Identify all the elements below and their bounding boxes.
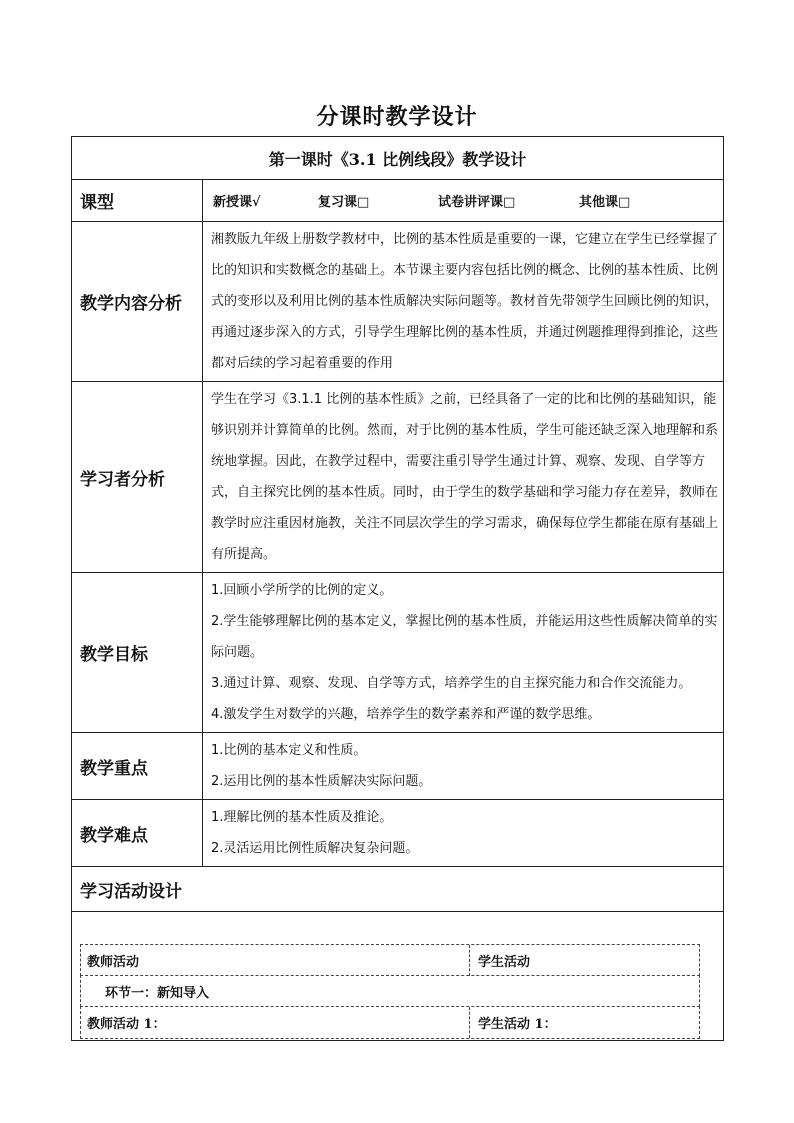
learner-analysis-label: 学习者分析 (72, 382, 203, 573)
activity-header-row (80, 944, 700, 976)
course-type-label: 课型 (72, 180, 203, 222)
section-row (80, 975, 700, 1007)
key-points-label: 教学重点 (72, 733, 203, 800)
difficulty-item: 1.理解比例的基本性质及推论。 (211, 810, 393, 825)
content-analysis-paragraph: 湘教版九年级上册数学教材中，比例的基本性质是重要的一课，它建立在学生已经掌握了比的知识和实数概念的基础上。本节课主要内容包括比例的概念、比例的基本性质、比例式的变形以及利用比例的基本性质解决实际问题等。教材首先带领学生回顾比例的知识，再通过逐步深入的方式，引导学生理解比例的基本性质，并通过例题推理得到推论，这些都对后续的学习起着重要的作用 (211, 232, 719, 371)
content-analysis-text (203, 222, 724, 382)
learner-analysis-text (203, 382, 724, 573)
lesson-title: 第一课时《3.1 比例线段》教学设计 (72, 137, 724, 180)
objective-item: 3.通过计算、观察、发现、自学等方式，培养学生的自主探究能力和合作交流能力。 (211, 676, 692, 691)
activity-design-title: 学习活动设计 (72, 867, 724, 912)
course-type-option: 新授课√ (213, 195, 261, 210)
difficulties-list (203, 800, 724, 867)
section-title: 环节一：新知导入 (105, 986, 210, 1001)
difficulties-label: 教学难点 (72, 800, 203, 867)
key-point-item: 1.比例的基本定义和性质。 (211, 743, 367, 758)
objective-item: 1.回顾小学所学的比例的定义。 (211, 583, 393, 598)
learner-analysis-paragraph: 学生在学习《3.1.1 比例的基本性质》之前，已经具备了一定的比和比例的基础知识，能够识别并计算简单的比例。然而，对于比例的基本性质，学生可能还缺乏深入地理解和系统地掌握。因此，在教学过程中，需要注重引导学生通过计算、观察、发现、自学等方式，自主探究比例的基本性质。同时，由于学生的数学基础和学习能力存在差异，教师在教学时应注重因材施教，关注不同层次学生的学习需求，确保每位学生都能在原有基础上有所提高。 (211, 392, 719, 562)
difficulty-item: 2.灵活运用比例性质解决复杂问题。 (211, 841, 419, 856)
course-type-option: 其他课□ (579, 195, 631, 210)
teacher-activity-1: 教师活动 1： (81, 1007, 470, 1038)
course-type-options (203, 180, 724, 222)
key-point-item: 2.运用比例的基本性质解决实际问题。 (211, 774, 432, 789)
student-activity-header: 学生活动 (478, 955, 531, 970)
content-analysis-label: 教学内容分析 (72, 222, 203, 382)
course-type-option: 试卷讲评课□ (438, 195, 516, 210)
objective-item: 4.激发学生对数学的兴趣，培养学生的数学素养和严谨的数学思维。 (211, 707, 601, 722)
activity-design-body (72, 912, 724, 1041)
objective-item: 2.学生能够理解比例的基本定义，掌握比例的基本性质，并能运用这些性质解决简单的实际问题。 (211, 614, 718, 660)
page-title: 分课时教学设计 (316, 104, 478, 130)
key-points-list (203, 733, 724, 800)
objectives-list (203, 573, 724, 733)
teacher-activity-header: 教师活动 (81, 945, 470, 976)
objectives-label: 教学目标 (72, 573, 203, 733)
lesson-design-table (71, 136, 724, 1041)
student-activity-1: 学生活动 1： (478, 1017, 557, 1032)
activity-1-row (80, 1006, 700, 1039)
course-type-option: 复习课□ (318, 195, 370, 210)
